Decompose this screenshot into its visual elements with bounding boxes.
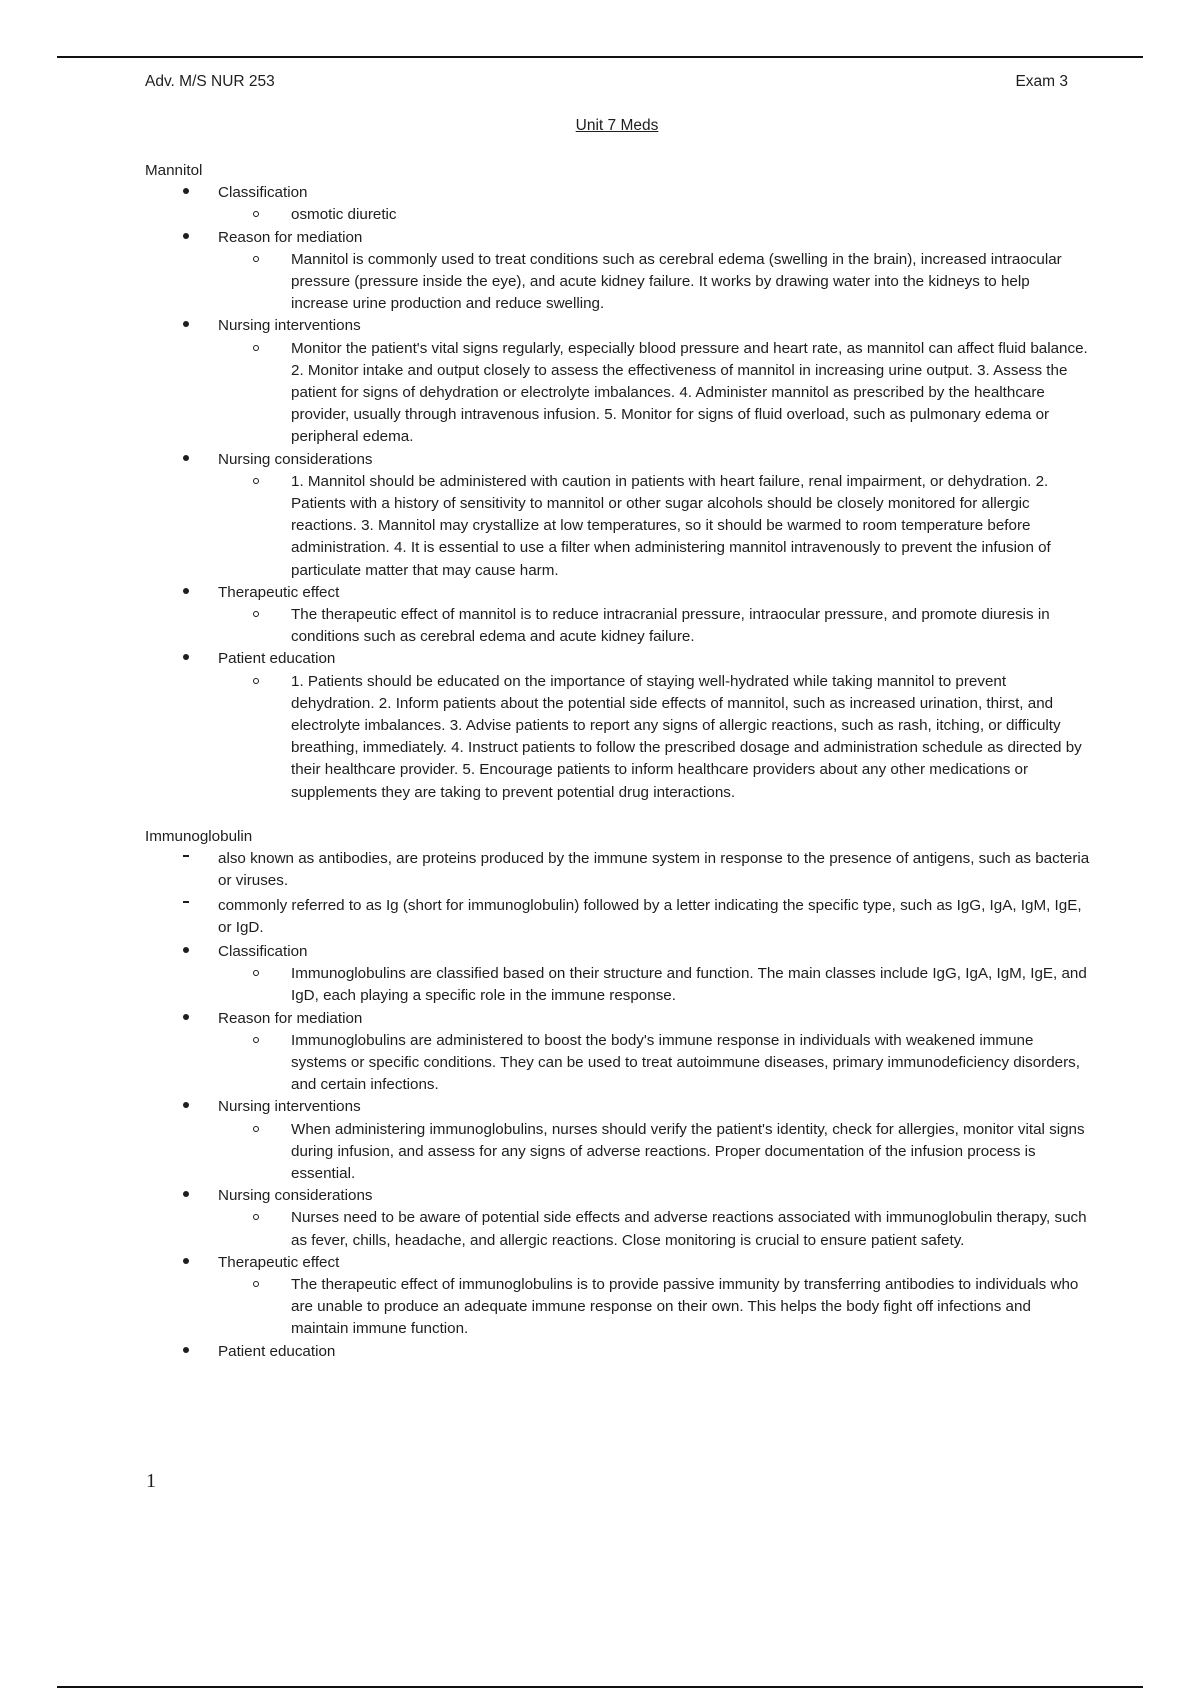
sub-item-text: Immunoglobulins are classified based on their structure and function. The main classes include IgG, IgA, IgM, IgE, and IgD, each playing a specific role in the immune response. [291, 965, 1087, 1005]
section-title: Immunoglobulin [145, 827, 253, 845]
section-spacer [145, 804, 1090, 826]
list-item [145, 315, 1090, 448]
section-immunoglobulin [145, 826, 1090, 1363]
list-item [145, 1252, 1090, 1341]
dash-item-text: commonly referred to as Ig (short for immunoglobulin) followed by a letter indicating the specific type, such as IgG, IgA, IgM, IgE, or IgD. [218, 896, 1082, 936]
list-item [145, 227, 1090, 316]
list-item [145, 1008, 1090, 1097]
bullet-list [145, 848, 1090, 1363]
sub-item-text: osmotic diuretic [291, 206, 397, 224]
bullet-icon [180, 315, 192, 337]
page-number: 1 [146, 1470, 156, 1492]
item-label: Classification [218, 942, 308, 960]
sub-item-text: Immunoglobulins are administered to boost the body's immune response in individuals with weakened immune systems or specific conditions. They can be used to treat autoimmune diseases, primary immunodeficiency disorders, and certain infections. [291, 1031, 1080, 1094]
bullet-icon [180, 1185, 192, 1207]
dash-icon [180, 848, 192, 870]
sub-item [218, 471, 1090, 582]
sub-item [218, 338, 1090, 449]
circle-bullet-icon [253, 970, 259, 976]
bullet-icon [180, 648, 192, 670]
bullet-icon [180, 1341, 192, 1363]
item-label: Reason for mediation [218, 228, 363, 246]
item-label: Nursing considerations [218, 1187, 373, 1205]
bullet-icon [180, 582, 192, 604]
sub-item-text: Mannitol is commonly used to treat conditions such as cerebral edema (swelling in the brain), increased intraocular pressure (pressure inside the eye), and acute kidney failure. It works by drawing water into the kidneys to help increase urine production and reduce swelling. [291, 250, 1062, 313]
sub-list [218, 471, 1090, 582]
sub-item-text: The therapeutic effect of mannitol is to reduce intracranial pressure, intraocular pressure, and promote diuresis in conditions such as cerebral edema and acute kidney failure. [291, 606, 1050, 646]
circle-bullet-icon [253, 678, 259, 684]
list-item [145, 1096, 1090, 1185]
sub-item [218, 604, 1090, 648]
item-label: Reason for mediation [218, 1009, 363, 1027]
item-label: Therapeutic effect [218, 1253, 340, 1271]
sub-list [218, 1274, 1090, 1341]
bottom-rule [57, 1686, 1143, 1688]
document-body [145, 160, 1090, 1363]
bullet-list [145, 182, 1090, 804]
item-label: Nursing interventions [218, 1098, 361, 1116]
section-mannitol [145, 160, 1090, 804]
bullet-icon [180, 227, 192, 249]
list-item [145, 648, 1090, 803]
list-item [145, 1341, 1090, 1363]
course-header: Adv. M/S NUR 253 [145, 73, 275, 90]
sub-item [218, 1274, 1090, 1341]
bullet-icon [180, 1096, 192, 1118]
item-label: Classification [218, 184, 308, 202]
circle-bullet-icon [253, 256, 259, 262]
sub-item-text: When administering immunoglobulins, nurses should verify the patient's identity, check for allergies, monitor vital signs during infusion, and assess for any signs of adverse reactions. Proper documentation of the infusion process is essential. [291, 1120, 1085, 1182]
list-item [145, 1185, 1090, 1252]
sub-item [218, 1207, 1090, 1251]
top-rule [57, 56, 1143, 58]
sub-list [218, 1207, 1090, 1251]
exam-header: Exam 3 [1015, 73, 1068, 90]
sub-list [218, 671, 1090, 804]
circle-bullet-icon [253, 1126, 259, 1132]
bullet-icon [180, 182, 192, 204]
item-label: Patient education [218, 650, 336, 668]
sub-list [218, 604, 1090, 648]
item-label: Therapeutic effect [218, 583, 340, 601]
sub-list [218, 1119, 1090, 1186]
sub-item-text: Nurses need to be aware of potential side effects and adverse reactions associated with immunoglobulin therapy, such as fever, chills, headache, and allergic reactions. Close monitoring is crucial to ensure patient safety. [291, 1209, 1087, 1249]
list-item [145, 582, 1090, 649]
page-title: Unit 7 Meds [575, 117, 659, 134]
bullet-icon [180, 941, 192, 963]
list-item [145, 941, 1090, 1008]
sub-item [218, 1030, 1090, 1097]
circle-bullet-icon [253, 211, 259, 217]
sub-item-text: The therapeutic effect of immunoglobulins is to provide passive immunity by transferring antibodies to individuals who are unable to produce an adequate immune response on their own. This helps the body fight off infections and maintain immune function. [291, 1275, 1079, 1338]
circle-bullet-icon [253, 1037, 259, 1043]
sub-item [218, 671, 1090, 804]
circle-bullet-icon [253, 345, 259, 351]
sub-list [218, 204, 1090, 226]
circle-bullet-icon [253, 478, 259, 484]
item-label: Nursing interventions [218, 317, 361, 335]
sub-item-text: 1. Mannitol should be administered with caution in patients with heart failure, renal impairment, or dehydration. 2. Patients with a history of sensitivity to mannitol or other sugar alcohols should be closely monitored for allergic reactions. 3. Mannitol may crystallize at low temperatures, so it should be warmed to room temperature before administration. 4. It is essential to use a filter when administering mannitol intravenously to prevent the infusion of particulate matter that may cause harm. [291, 472, 1051, 579]
list-item [145, 449, 1090, 582]
item-label: Nursing considerations [218, 450, 373, 468]
sub-list [218, 963, 1090, 1007]
bullet-icon [180, 449, 192, 471]
sub-item [218, 249, 1090, 316]
sub-list [218, 338, 1090, 449]
dash-item [145, 895, 1090, 939]
circle-bullet-icon [253, 611, 259, 617]
sub-item [218, 204, 1090, 226]
dash-item [145, 848, 1090, 892]
circle-bullet-icon [253, 1214, 259, 1220]
sub-list [218, 1030, 1090, 1097]
dash-item-text: also known as antibodies, are proteins produced by the immune system in response to the presence of antigens, such as bacteria or viruses. [218, 850, 1090, 890]
sub-item-text: Monitor the patient's vital signs regularly, especially blood pressure and heart rate, as mannitol can affect fluid balance. 2. Monitor intake and output closely to assess the effectiveness of mannitol in increasing urine output. 3. Assess the patient for signs of dehydration or electrolyte imbalances. 4. Administer mannitol as prescribed by the healthcare provider, usually through intravenous infusion. 5. Monitor for signs of fluid overload, such as pulmonary edema or peripheral edema. [291, 339, 1088, 446]
dash-icon [180, 895, 192, 917]
circle-bullet-icon [253, 1281, 259, 1287]
bullet-icon [180, 1252, 192, 1274]
sub-list [218, 249, 1090, 316]
section-title: Mannitol [145, 162, 203, 179]
sub-item-text: 1. Patients should be educated on the importance of staying well-hydrated while taking mannitol to prevent dehydration. 2. Inform patients about the potential side effects of mannitol, such as increased urination, thirst, and electrolyte imbalances. 3. Advise patients to report any signs of allergic reactions, such as rash, itching, or difficulty breathing, immediately. 4. Instruct patients to follow the prescribed dosage and administration schedule as directed by their healthcare provider. 5. Encourage patients to inform healthcare providers about any other medications or supplements they are taking to prevent potential drug interactions. [291, 672, 1082, 801]
sub-item [218, 963, 1090, 1007]
sub-item [218, 1119, 1090, 1186]
list-item [145, 182, 1090, 226]
item-label: Patient education [218, 1342, 336, 1360]
bullet-icon [180, 1008, 192, 1030]
